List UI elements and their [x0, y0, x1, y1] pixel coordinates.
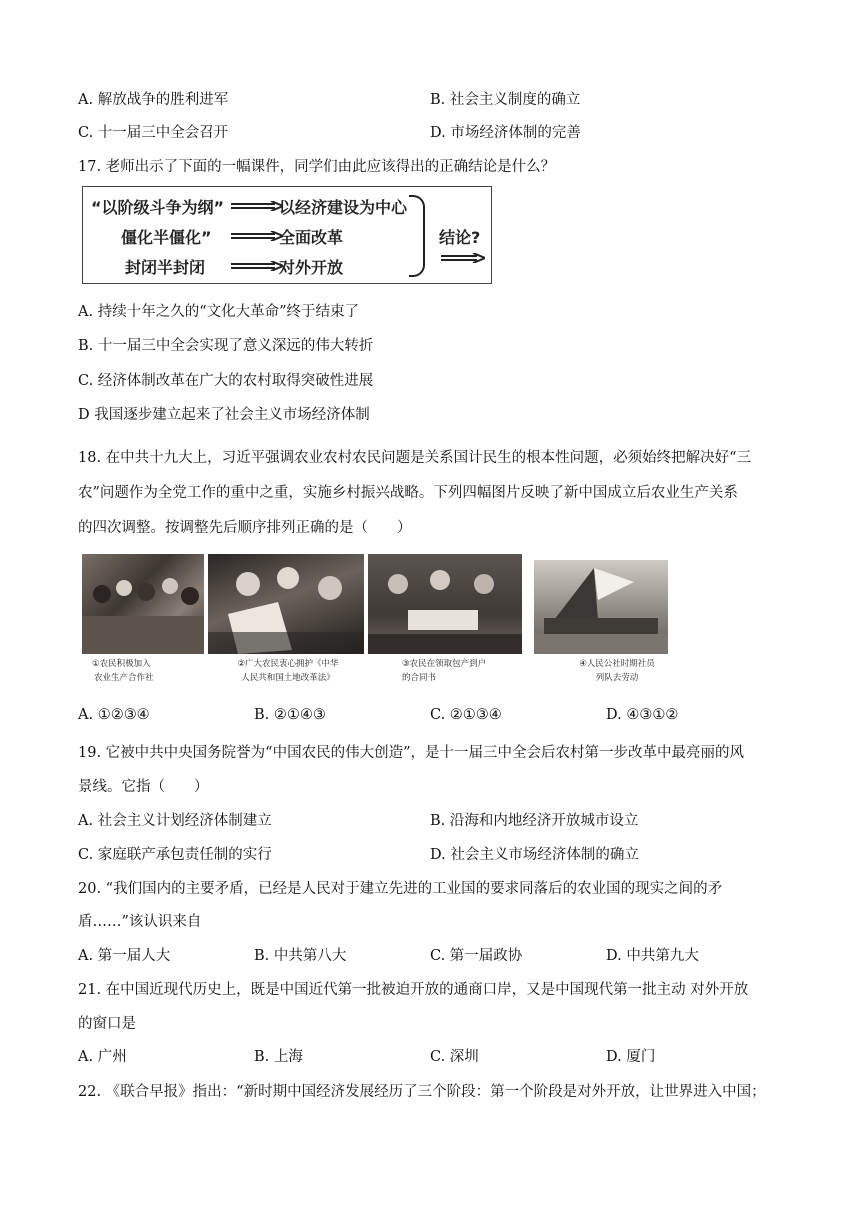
diagram-right-1: 以经济建设为中心 — [279, 198, 408, 217]
q17-option-a: A. 持续十年之久的“文化大革命”终于结束了 — [78, 304, 360, 320]
q17-stem: 17. 老师出示了下面的一幅课件，同学们由此应该得出的正确结论是什么？ — [78, 159, 556, 175]
q18-stem-line3: 的四次调整。按调整先后顺序排列正确的是（ ） — [78, 520, 412, 536]
q19-option-b: B. 沿海和内地经济开放城市设立 — [430, 813, 639, 829]
photo-caption-1: ①农民积极加入 农业生产合作社 — [92, 659, 154, 683]
q20-stem-line2: 盾……”该认识来自 — [78, 914, 202, 930]
q16-option-b: B. 社会主义制度的确立 — [430, 92, 581, 108]
q19-option-c: C. 家庭联产承包责任制的实行 — [78, 847, 272, 863]
photo-caption-3: ③农民在领取包产到户 的合同书 — [402, 659, 487, 683]
q17-option-b: B. 十一届三中全会实现了意义深远的伟大转折 — [78, 338, 374, 354]
q19-option-d: D. 社会主义市场经济体制的确立 — [430, 847, 639, 863]
q17-option-d: D 我国逐步建立起来了社会主义市场经济体制 — [78, 407, 370, 423]
q20-stem-line1: 20. “我们国内的主要矛盾，已经是人民对于建立先进的工业国的要求同落后的农业国的现实之间的矛 — [78, 881, 723, 897]
q21-option-b: B. 上海 — [254, 1049, 303, 1065]
arrow-icon — [231, 201, 283, 211]
q18-stem-line1: 18. 在中共十九大上，习近平强调农业农村农民问题是关系国计民生的根本性问题，必须始终把解决好“三 — [78, 450, 752, 466]
q21-option-c: C. 深圳 — [430, 1049, 479, 1065]
q16-option-a: A. 解放战争的胜利进军 — [78, 92, 229, 108]
q20-option-d: D. 中共第九大 — [606, 948, 699, 964]
diagram-left-2: 僵化半僵化” — [121, 228, 212, 247]
q20-option-a: A. 第一届人大 — [78, 948, 171, 964]
diagram-left-1: “以阶级斗争为纲” — [91, 198, 225, 217]
q19-stem-line1: 19. 它被中共中央国务院誉为“中国农民的伟大创造”，是十一届三中全会后农村第一步改革中最亮丽的风 — [78, 745, 744, 761]
q19-stem-line2: 景线。它指（ ） — [78, 779, 209, 795]
q16-option-d: D. 市场经济体制的完善 — [430, 125, 581, 141]
q21-option-d: D. 厦门 — [606, 1049, 656, 1065]
q18-option-d: D. ④③①② — [606, 707, 679, 723]
q20-option-c: C. 第一届政协 — [430, 948, 523, 964]
q18-option-a: A. ①②③④ — [78, 707, 150, 723]
diagram-conclusion: 结论? — [439, 228, 481, 247]
diagram-left-3: 封闭半封闭 — [125, 258, 206, 277]
q18-stem-line2: 农”问题作为全党工作的重中之重，实施乡村振兴战略。下列四幅图片反映了新中国成立后农业生产关系 — [78, 485, 738, 501]
q21-stem-line2: 的窗口是 — [78, 1016, 136, 1032]
photo-commune — [534, 560, 668, 654]
arrow-icon — [441, 253, 485, 263]
q20-option-b: B. 中共第八大 — [254, 948, 347, 964]
diagram-right-3: 对外开放 — [279, 258, 344, 277]
q19-option-a: A. 社会主义计划经济体制建立 — [78, 813, 272, 829]
q17-courseware-diagram — [82, 186, 492, 284]
diagram-right-2: 全面改革 — [279, 228, 344, 247]
arrow-icon — [231, 261, 283, 271]
q16-option-c: C. 十一届三中全会召开 — [78, 125, 229, 141]
photo-cooperative — [82, 554, 204, 654]
photo-caption-2: ②广大农民衷心拥护《中华 人民共和国土地改革法》 — [237, 659, 339, 683]
q18-option-c: C. ②①③④ — [430, 707, 502, 723]
q18-option-b: B. ②①④③ — [254, 707, 326, 723]
brace-icon — [409, 195, 425, 277]
q21-option-a: A. 广州 — [78, 1049, 127, 1065]
photo-contract — [368, 554, 522, 654]
q17-option-c: C. 经济体制改革在广大的农村取得突破性进展 — [78, 373, 374, 389]
photo-land-reform — [208, 554, 364, 654]
q21-stem-line1: 21. 在中国近现代历史上，既是中国近代第一批被迫开放的通商口岸，又是中国现代第一批主动 对外开放 — [78, 982, 749, 998]
photo-caption-4: ④人民公社时期社员 列队去劳动 — [579, 659, 655, 683]
q22-stem-line1: 22. 《联合早报》指出：“新时期中国经济发展经历了三个阶段：第一个阶段是对外开放，让世界进入中国； — [78, 1084, 766, 1100]
arrow-icon — [231, 231, 283, 241]
